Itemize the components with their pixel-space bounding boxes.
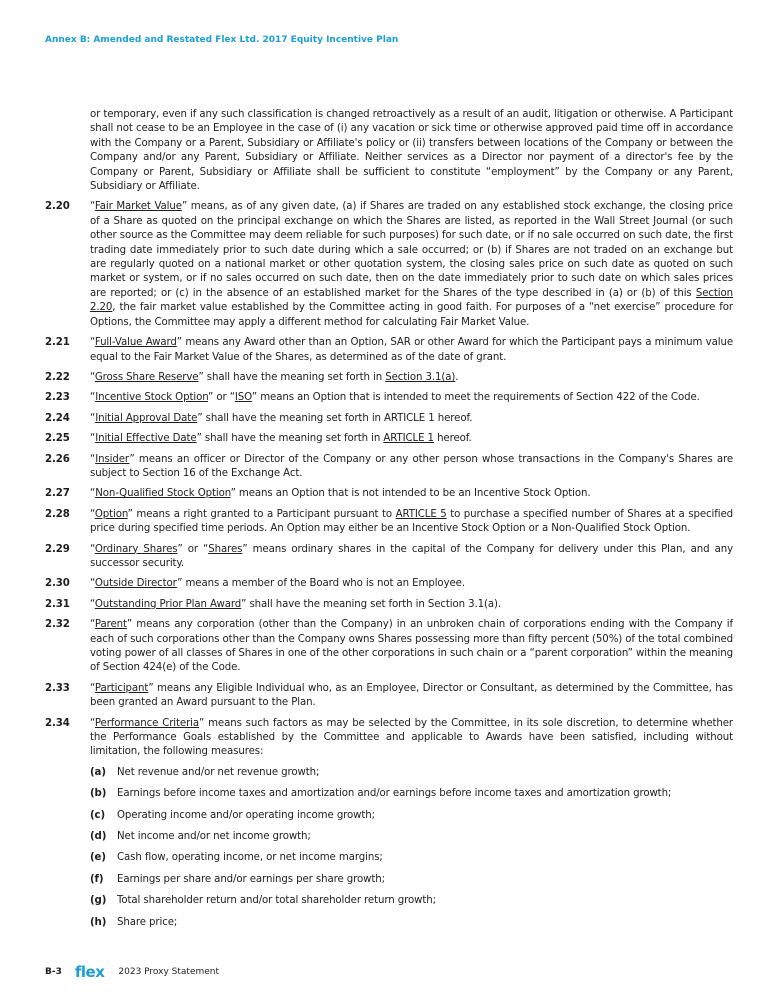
definition-2-33: 2.33 “Participant” means any Eligible Individual who, as an Employee, Director or Consultant, as determined by the Committee, has been granted an Award pursuant to the Plan. bbox=[45, 682, 733, 709]
section-number: 2.22 bbox=[45, 371, 70, 383]
defined-term: Fair Market Value bbox=[94, 201, 182, 213]
defined-term: Outside Director bbox=[94, 578, 178, 590]
definition-2-24: 2.24 “Initial Approval Date” shall have the meaning set forth in ARTICLE 1 hereof. bbox=[45, 412, 733, 426]
defined-term: Ordinary Shares bbox=[94, 543, 178, 555]
list-letter: (b) bbox=[90, 788, 107, 800]
defined-term: Shares bbox=[208, 543, 243, 555]
section-number: 2.20 bbox=[45, 201, 70, 213]
list-item bbox=[90, 916, 733, 930]
definition-2-32: 2.32 “Parent” means any corporation (other than the Company) in an unbroken chain of corporations ending with the Company if each of such corporations other than the Company owns Shares possessing more than fifty percent (50%) of the total combined voting power of all classes of Shares in one of the other corporations in such chain or a “parent corporation” within the meaning of Section 424(e) of the Code. bbox=[45, 619, 733, 674]
defined-term: Participant bbox=[94, 682, 149, 694]
section-number: 2.25 bbox=[45, 433, 70, 445]
list-letter: (f) bbox=[90, 873, 104, 885]
section-number: 2.28 bbox=[45, 508, 70, 520]
list-item bbox=[90, 830, 733, 844]
section-number: 2.32 bbox=[45, 619, 70, 631]
defined-term: Initial Effective Date bbox=[95, 433, 197, 445]
cross-reference-link[interactable]: Section 2.20 bbox=[90, 287, 733, 314]
list-item-text: Operating income and/or operating income growth; bbox=[117, 809, 375, 821]
cross-reference-link[interactable]: ARTICLE 5 bbox=[395, 508, 447, 520]
list-item bbox=[90, 894, 733, 908]
defined-term: Performance Criteria bbox=[94, 717, 200, 729]
defined-term: Initial Approval Date bbox=[95, 412, 198, 424]
definition-2-23: 2.23 “Incentive Stock Option” or “ISO” means an Option that is intended to meet the requirements of Section 422 of the Code. bbox=[45, 391, 733, 405]
definition-2-21: 2.21 “Full-Value Award” means any Award other than an Option, SAR or other Award for which the Participant pays a minimum value equal to the Fair Market Value of the Shares, as determined as of the date of grant. bbox=[45, 337, 733, 363]
section-number: 2.30 bbox=[45, 578, 70, 590]
defined-term: Incentive Stock Option bbox=[95, 392, 209, 404]
list-item bbox=[90, 809, 733, 823]
definition-2-25: 2.25 “Initial Effective Date” shall have the meaning set forth in ARTICLE 1 hereof. bbox=[45, 432, 733, 446]
running-header: Annex B: Amended and Restated Flex Ltd. 2017 Equity Incentive Plan bbox=[45, 35, 399, 45]
list-item bbox=[90, 787, 733, 801]
definition-2-28: 2.28 “Option” means a right granted to a Participant pursuant to ARTICLE 5 to purchase a specified number of Shares at a specified price during specified time periods. An Option may either be an Incentive Stock Option or a Non-Qualified Stock Option. bbox=[45, 508, 733, 535]
publication-title: 2023 Proxy Statement bbox=[118, 967, 220, 977]
defined-term: Outstanding Prior Plan Award bbox=[94, 598, 242, 610]
page-footer bbox=[45, 964, 219, 980]
list-item-text: Net revenue and/or net revenue growth; bbox=[117, 766, 320, 778]
page-number: B-3 bbox=[45, 967, 62, 977]
list-item bbox=[90, 766, 733, 780]
performance-criteria-list bbox=[90, 766, 733, 930]
section-number: 2.31 bbox=[45, 598, 70, 610]
definition-2-31: 2.31 “Outstanding Prior Plan Award” shall have the meaning set forth in Section 3.1(a). bbox=[45, 598, 733, 612]
section-number: 2.24 bbox=[45, 412, 70, 424]
section-number: 2.26 bbox=[45, 453, 70, 465]
section-number: 2.29 bbox=[45, 543, 70, 555]
list-item-text: Net income and/or net income growth; bbox=[117, 831, 311, 843]
section-number: 2.33 bbox=[45, 682, 70, 694]
list-letter: (d) bbox=[90, 831, 107, 843]
definition-2-34: 2.34 “Performance Criteria” means such factors as may be selected by the Committee, in its sole discretion, to determine whether the Performance Goals established by the Committee and applicable to Awards have been satisfied, including without limitation, the following measures: (a) Net revenue and/or net revenue growth; (b) Earnings before income taxes and amortization and/or earnings before income taxes and amortization growth; (c) Operating income and/or operating income growth; (d) Net income and/or net income growth; (e) Cash flow, operating income, or net income margins; (f) Earnings per share and/or earnings per share growth; (g) Total shareholder return and/or total shareholder return growth; (h) Share price; bbox=[45, 717, 733, 930]
defined-term: Gross Share Reserve bbox=[94, 371, 199, 383]
defined-term: Insider bbox=[95, 453, 130, 465]
definition-2-27: 2.27 “Non-Qualified Stock Option” means an Option that is not intended to be an Incentive Stock Option. bbox=[45, 487, 733, 501]
list-item-text: Earnings per share and/or earnings per share growth; bbox=[117, 873, 385, 885]
section-number: 2.34 bbox=[45, 717, 70, 729]
definition-2-26: 2.26 “Insider” means an officer or Director of the Company or any other person whose transactions in the Company's Shares are subject to Section 16 of the Exchange Act. bbox=[45, 453, 733, 479]
list-letter: (g) bbox=[90, 895, 107, 907]
list-letter: (h) bbox=[90, 916, 107, 928]
flex-logo: flex bbox=[74, 963, 105, 981]
cross-reference-link[interactable]: ARTICLE 1 bbox=[383, 433, 434, 445]
cross-reference-link[interactable]: Section 3.1(a) bbox=[385, 371, 456, 383]
list-letter: (a) bbox=[90, 766, 106, 778]
list-item-text: Share price; bbox=[117, 916, 178, 928]
defined-term: Full-Value Award bbox=[94, 337, 177, 349]
continued-paragraph: or temporary, even if any such classification is changed retroactively as a result of an audit, litigation or otherwise. A Participant shall not cease to be an Employee in the case of (i) any vacation or sick time or otherwise approved paid time off in accordance with the Company or a Parent, Subsidiary or Affiliate's policy or (ii) transfers between locations of the Company or between the Company and/or any Parent, Subsidiary or Affiliate. Neither services as a Director nor payment of a director's fee by the Company or Parent, Subsidiary or Affiliate shall be sufficient to constitute “employment” by the Company or any Parent, Subsidiary or Affiliate. bbox=[90, 109, 733, 193]
document-body bbox=[45, 108, 733, 937]
definition-2-29: 2.29 “Ordinary Shares” or “Shares” means ordinary shares in the capital of the Company for delivery under this Plan, and any successor security. bbox=[45, 543, 734, 569]
defined-term: Non-Qualified Stock Option bbox=[95, 488, 231, 500]
definition-2-20: 2.20 “Fair Market Value” means, as of any given date, (a) if Shares are traded on any established stock exchange, the closing price of a Share as quoted on the principal exchange on which the Shares are listed, as reported in the Wall Street Journal (or such other source as the Committee may deem reliable for such purposes) for such date, or if no sale occurred on such date, the first trading date immediately prior to such date during which a sale occurred; or (b) if Shares are not traded on an exchange but are regularly quoted on a national market or other quotation system, the closing sales price on such date as quoted on such market or system, or if no sales occurred on such date, then on the date immediately prior to such date on which sales prices are reported; or (c) in the absence of an established market for the Shares of the type described in (a) or (b) of this Section 2.20, the fair market value established by the Committee acting in good faith. For purposes of a “net exercise” procedure for Options, the Committee may apply a different method for calculating Fair Market Value. bbox=[45, 201, 733, 328]
list-letter: (c) bbox=[90, 809, 106, 821]
list-item-text: Earnings before income taxes and amortization and/or earnings before income taxes and amortization growth; bbox=[117, 788, 672, 800]
definition-2-22: 2.22 “Gross Share Reserve” shall have the meaning set forth in Section 3.1(a). bbox=[45, 371, 733, 385]
defined-term: ISO bbox=[234, 392, 252, 404]
definition-2-30: 2.30 “Outside Director” means a member of the Board who is not an Employee. bbox=[45, 577, 733, 591]
list-item-text: Cash flow, operating income, or net income margins; bbox=[117, 852, 383, 864]
defined-term: Parent bbox=[94, 619, 127, 631]
section-number: 2.21 bbox=[45, 337, 70, 349]
list-item bbox=[90, 873, 733, 887]
section-number: 2.23 bbox=[45, 392, 70, 404]
list-item-text: Total shareholder return and/or total shareholder return growth; bbox=[117, 895, 436, 907]
list-letter: (e) bbox=[90, 852, 106, 864]
list-item bbox=[90, 851, 733, 865]
section-number: 2.27 bbox=[45, 488, 70, 500]
defined-term: Option bbox=[94, 508, 128, 520]
